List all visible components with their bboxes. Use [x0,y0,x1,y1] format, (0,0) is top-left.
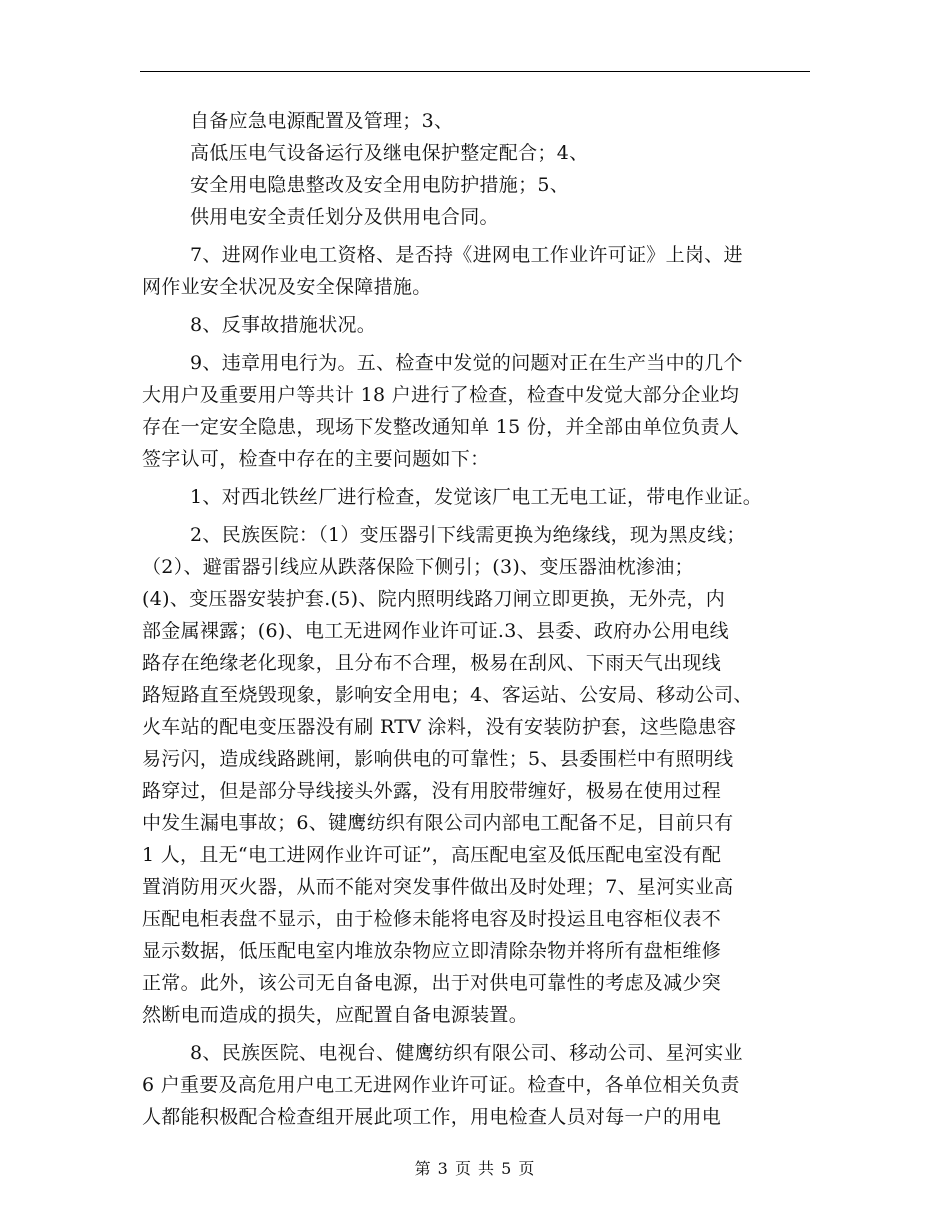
header-rule [140,71,810,72]
paragraph-start: 8、民族医院、电视台、健鹰纺织有限公司、移动公司、星河实业 [190,1042,743,1064]
text-line: 人都能积极配合检查组开展此项工作，用电检查人员对每一户的用电 [142,1106,722,1128]
text-line: 正常。此外，该公司无自备电源，出于对供电可靠性的考虑及减少突 [142,972,722,994]
text-line: 签字认可，检查中存在的主要问题如下： [142,448,490,470]
text-line: （2）、避雷器引线应从跌落保险下侧引；(3)、变压器油枕渗油； [142,556,694,578]
text-line: 置消防用灭火器，从而不能对突发事件做出及时处理；7、星河实业高 [142,876,734,898]
text-line: 供用电安全责任划分及供用电合同。 [190,206,499,228]
paragraph-start: 7、进网作业电工资格、是否持《进网电工作业许可证》上岗、进 [190,244,743,266]
text-line: 大用户及重要用户等共计 18 户进行了检查，检查中发觉大部分企业均 [142,384,740,406]
paragraph-start: 8、反事故措施状况。 [190,314,377,336]
paragraph-start: 1、对西北铁丝厂进行检查，发觉该厂电工无电工证，带电作业证。 [190,486,763,508]
text-line: 路短路直至烧毁现象，影响安全用电；4、客运站、公安局、移动公司、 [142,684,753,706]
text-line: 路穿过，但是部分导线接头外露，没有用胶带缠好，极易在使用过程 [142,780,722,802]
text-line: (4)、变压器安装护套.(5)、院内照明线路刀闸立即更换，无外壳，内 [142,588,726,610]
text-line: 1 人，且无“电工进网作业许可证”，高压配电室及低压配电室没有配 [142,844,722,866]
text-line: 高低压电气设备运行及继电保护整定配合；4、 [190,142,589,164]
text-line: 压配电柜表盘不显示，由于检修未能将电容及时投运且电容柜仪表不 [142,908,722,930]
page-number-footer: 第 3 页 共 5 页 [414,1159,536,1178]
text-line: 易污闪，造成线路跳闸，影响供电的可靠性；5、县委围栏中有照明线 [142,748,734,770]
text-line: 6 户重要及高危用户电工无进网作业许可证。检查中，各单位相关负责 [142,1074,740,1096]
text-line: 安全用电隐患整改及安全用电防护措施；5、 [190,174,570,196]
text-line: 存在一定安全隐患，现场下发整改通知单 15 份，并全部由单位负责人 [142,416,740,438]
document-body [142,105,832,1133]
text-line: 部金属裸露；(6)、电工无进网作业许可证.3、县委、政府办公用电线 [142,620,729,642]
text-line: 然断电而造成的损失，应配置自备电源装置。 [142,1004,529,1026]
text-line: 中发生漏电事故；6、键鹰纺织有限公司内部电工配备不足，目前只有 [142,812,734,834]
text-line: 显示数据，低压配电室内堆放杂物应立即清除杂物并将所有盘柜维修 [142,940,722,962]
paragraph-start: 9、违章用电行为。五、检查中发觉的问题对正在生产当中的几个 [190,352,743,374]
paragraph-start: 2、民族医院：（1）变压器引下线需更换为绝缘线，现为黑皮线； [190,524,746,546]
text-line: 路存在绝缘老化现象，且分布不合理，极易在刮风、下雨天气出现线 [142,652,722,674]
text-line: 网作业安全状况及安全保障措施。 [142,276,432,298]
text-line: 自备应急电源配置及管理；3、 [190,110,454,132]
text-line: 火车站的配电变压器没有刷 RTV 涂料，没有安装防护套，这些隐患容 [142,716,737,738]
